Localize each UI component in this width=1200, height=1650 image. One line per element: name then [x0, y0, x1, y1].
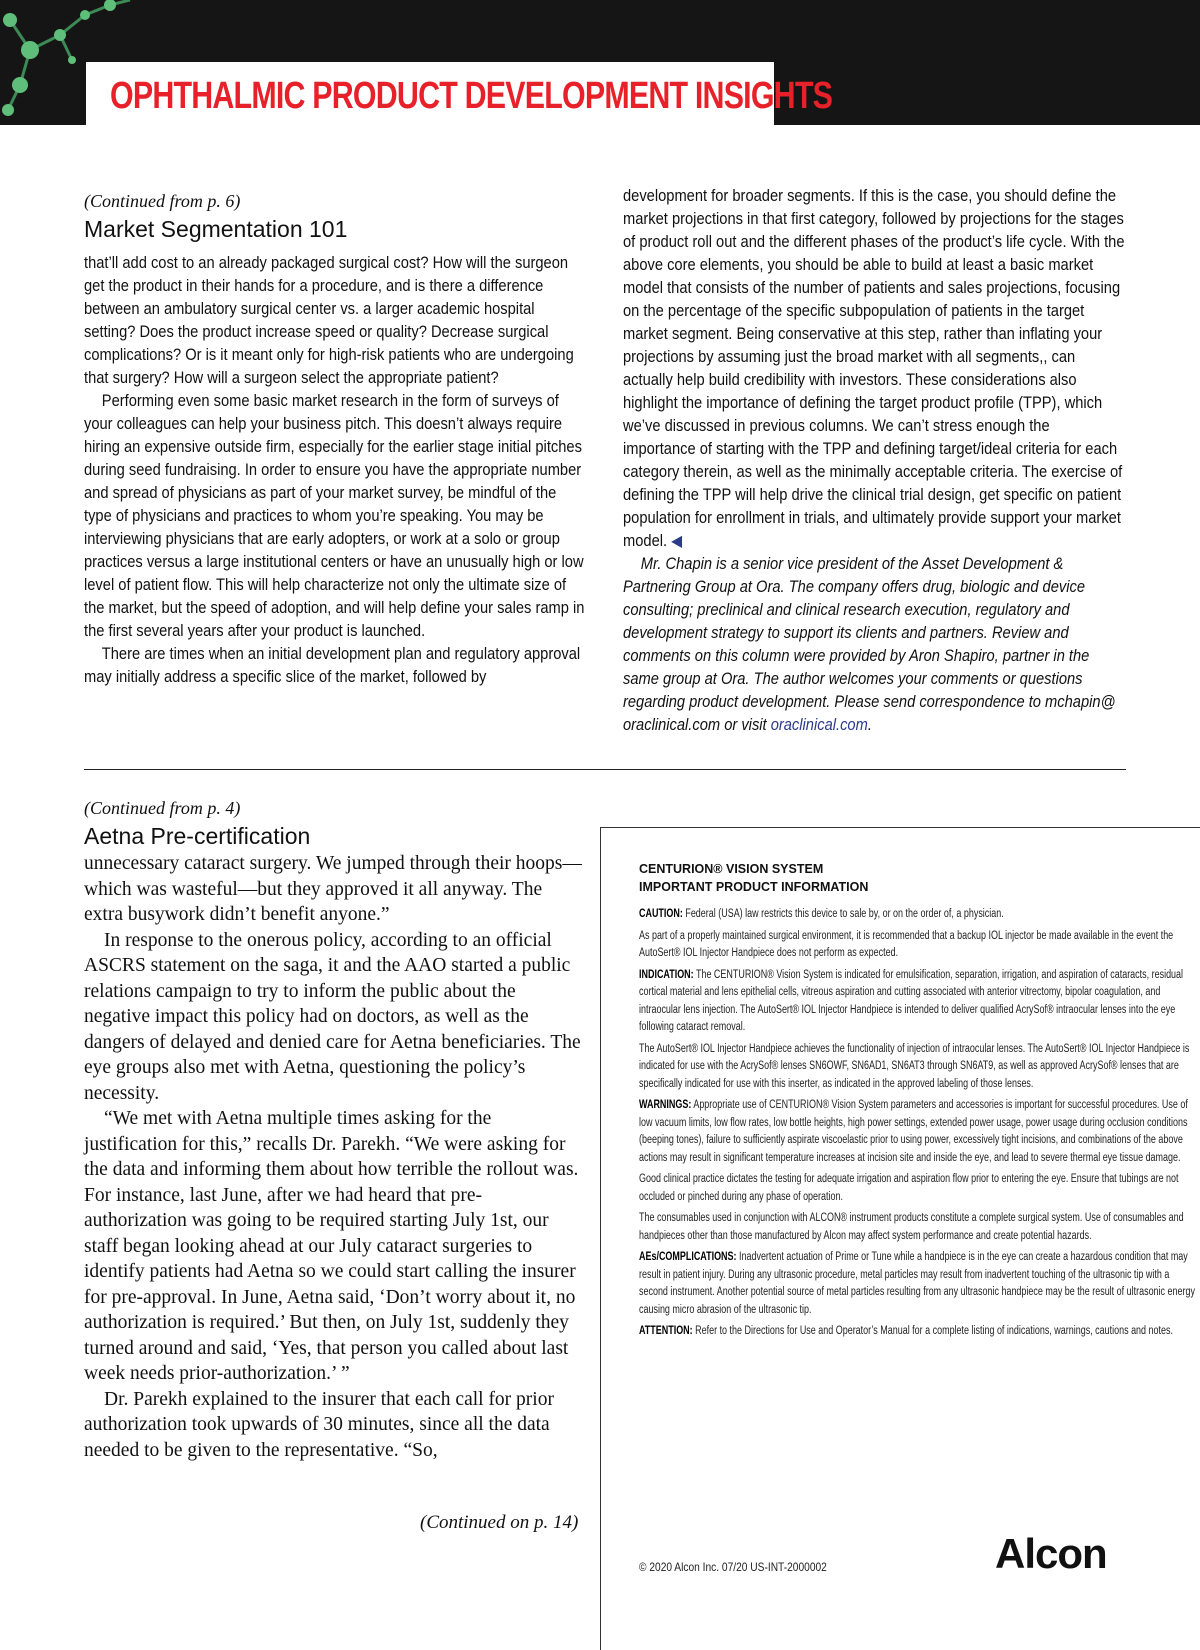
article1-paragraph: Performing even some basic market research in the form of surveys of your colleagues can help your business pitch. This doesn’t always require hiring an expensive outside firm, especially for the earlier stage initial pitches during seed fundraising. In order to ensure you have the appropriate number and spread of physicians as part of your market survey, be mindful of the type of physicians and practices to whom you’re speaking. You may be interviewing physicians that are early adopters, or work at a solo or group practices versus a large institutional centers or have an unusually high or low level of patient flow. This will help characterize not only the ultimate size of the market, but the speed of adoption, and will help define your sales ramp in the first several years after your product is launched.: [84, 392, 585, 640]
pi-section: INDICATION: The CENTURION® Vision System is indicated for emulsification, separation, irrigation, and aspiration of cataracts, residual cortical material and lens epithelial cells, vitreous aspiration and cutting associated with anterior vitrectomy, bipolar coagulation, and intraocular lens injection. The AutoSert® IOL Injector Handpiece is intended to deliver qualified AcrySof® intraocular lenses into the eye following cataract removal.: [639, 968, 1184, 1033]
pi-section: The consumables used in conjunction with ALCON® instrument products constitute a complete surgical system. Use of consumables and handpieces other than those manufactured by Alcon may affect system performance and create potential hazards.: [639, 1212, 1184, 1242]
section-title: OPHTHALMIC PRODUCT DEVELOPMENT INSIGHTS: [110, 75, 833, 117]
product-info-title-1: CENTURION® VISION SYSTEM: [639, 862, 824, 876]
article1-paragraph: There are times when an initial development plan and regulatory approval may initially address a specific slice of the market, followed by: [84, 645, 581, 686]
section-divider: [84, 769, 1126, 770]
article1-paragraph: that’ll add cost to an already packaged surgical cost? How will the surgeon get the product in their hands for a procedure, and is there a difference between an ambulatory surgical center vs. a larger academic hospital setting? Does the product increase speed or quality? Decrease surgical complications? Or is it meant only for high-risk patients who are undergoing that surgery? How will a surgeon select the appropriate patient?: [84, 254, 574, 387]
article1-paragraph: development for broader segments. If this is the case, you should define the market projections in that first category, followed by projections for the stages of product roll out and the different phases of the product’s life cycle. With the above core elements, you should be able to build at least a basic market model that consists of the number of patients and sales projections, focusing on the percentage of the specific subpopulation of patients in the target market segment. Being conservative at this step, rather than inflating your projections by assuming just the broad market with all segments,, can actually help build credibility with investors. These considerations also highlight the importance of defining the target product profile (TPP), which we’ve discussed in previous columns. We can’t stress enough the importance of starting with the TPP and defining target/ideal criteria for each category therein, as well as the minimally acceptable criteria. The exercise of defining the TPP will help drive the clinical trial design, get specific on patient population for enrollment in trials, and ultimately provide support your market model. ◀: [623, 187, 1125, 550]
pi-section: ATTENTION: Refer to the Directions for Use and Operator’s Manual for a complete listing of indications, warnings, cautions and notes.: [639, 1325, 1173, 1337]
header-bar: [0, 0, 1200, 125]
article2-continued-from: (Continued from p. 4): [84, 798, 241, 818]
article2-body: [84, 851, 584, 1463]
pi-section: AEs/COMPLICATIONS: Inadvertent actuation of Prime or Tune while a handpiece is in the eye can create a hazardous condition that may result in patient injury. During any ultrasonic procedure, metal particles may result from inadvertent touching of the ultrasonic tip with a second instrument. Another potential source of metal particles resulting from any ultrasonic handpiece may be the result of ultrasonic energy causing micro abrasion of the ultrasonic tip.: [639, 1251, 1195, 1316]
article1-right-column: [623, 185, 1126, 737]
article1-title: Market Segmentation 101: [84, 216, 348, 242]
article2-paragraph: Dr. Parekh explained to the insurer that each call for prior authorization took upwards of 30 minutes, since all the data needed to be given to the representative. “So,: [84, 1388, 554, 1461]
article2-paragraph: “We met with Aetna multiple times asking for the justification for this,” recalls Dr. Parekh. “We were asking for the data and informing them about how terrible the rollout was. For instance, last June, after we had heard that pre-authorization was going to be required starting July 1st, our staff began looking ahead at our July cataract surgeries to identify patients had Aetna so we could start calling the insurer for pre-approval. In June, Aetna said, ‘Don’t worry about it, no authorization is required.’ But then, on July 1st, suddenly they turned around and said, ‘Yes, that person you called about last week needs prior-authorization.’ ”: [84, 1108, 579, 1384]
product-info-title-2: IMPORTANT PRODUCT INFORMATION: [639, 880, 869, 894]
author-bio: Mr. Chapin is a senior vice president of the Asset Development & Partnering Group at Ora. The company offers drug, biologic and device consulting; preclinical and clinical research execution, regulatory and development strategy to support its clients and partners. Review and comments on this column were provided by Aron Shapiro, partner in the same group at Ora. The author welcomes your comments or questions regarding product development. Please send correspondence to mchapin@ oraclinical.com or visit oraclinical.com.: [623, 555, 1116, 734]
article1-body-left: [84, 252, 587, 689]
product-info-box: [600, 827, 1200, 1650]
pi-section: Good clinical practice dictates the testing for adequate irrigation and aspiration flow prior to entering the eye. Ensure that tubings are not occluded or pinched during any phase of operation.: [639, 1173, 1179, 1203]
pi-section: The AutoSert® IOL Injector Handpiece achieves the functionality of injection of intraocular lenses. The AutoSert® IOL Injector Handpiece is indicated for use with the AcrySof® lenses SN6OWF, SN6AD1, SN6AT3 through SN6AT9, as well as approved AcrySof® lenses that are specifically indicated for use with this inserter, as indicated in the approved labeling of those lenses.: [639, 1042, 1190, 1090]
article1-left-column: [84, 190, 587, 689]
pi-section: CAUTION: Federal (USA) law restricts this device to sale by, or on the order of, a physician.: [639, 908, 1004, 920]
ora-link[interactable]: oraclinical.com: [770, 716, 868, 734]
article2-column: [84, 797, 584, 1463]
pi-section: As part of a properly maintained surgical environment, it is recommended that a backup IOL injector be made available in the event the AutoSert® IOL Injector Handpiece does not perform as expected.: [639, 929, 1174, 959]
product-info-content: [639, 860, 1199, 1345]
title-banner: [86, 62, 833, 125]
article1-continued-from: (Continued from p. 6): [84, 191, 241, 211]
article2-title: Aetna Pre-certification: [84, 823, 311, 849]
article2-paragraph: In response to the onerous policy, according to an official ASCRS statement on the saga, it and the AAO started a public relations campaign to try to inform the public about the negative impact this policy had on doctors, as well as the dangers of delayed and denied care for Aetna beneficiaries. The eye groups also met with Aetna, questioning the policy’s necessity.: [84, 929, 581, 1104]
copyright-text: © 2020 Alcon Inc. 07/20 US-INT-2000002: [639, 1560, 827, 1574]
alcon-logo: Alcon: [995, 1530, 1107, 1577]
article2-paragraph: unnecessary cataract surgery. We jumped through their hoops—which was wasteful—but they approved it all anyway. The extra busywork didn’t benefit anyone.”: [84, 853, 582, 925]
continued-on: (Continued on p. 14): [420, 1512, 579, 1533]
pi-section: WARNINGS: Appropriate use of CENTURION® Vision System parameters and accessories is important for successful procedures. Use of low vacuum limits, low flow rates, low bottle heights, high power settings, extended power usage, power usage during occlusion conditions (beeping tones), failure to sufficiently aspirate viscoelastic prior to using power, excessively tight incisions, and combinations of the above actions may result in significant temperature increases at incision site and inside the eye, and lead to severe thermal eye tissue damage.: [639, 1099, 1188, 1164]
end-mark-icon: ◀: [671, 533, 683, 550]
